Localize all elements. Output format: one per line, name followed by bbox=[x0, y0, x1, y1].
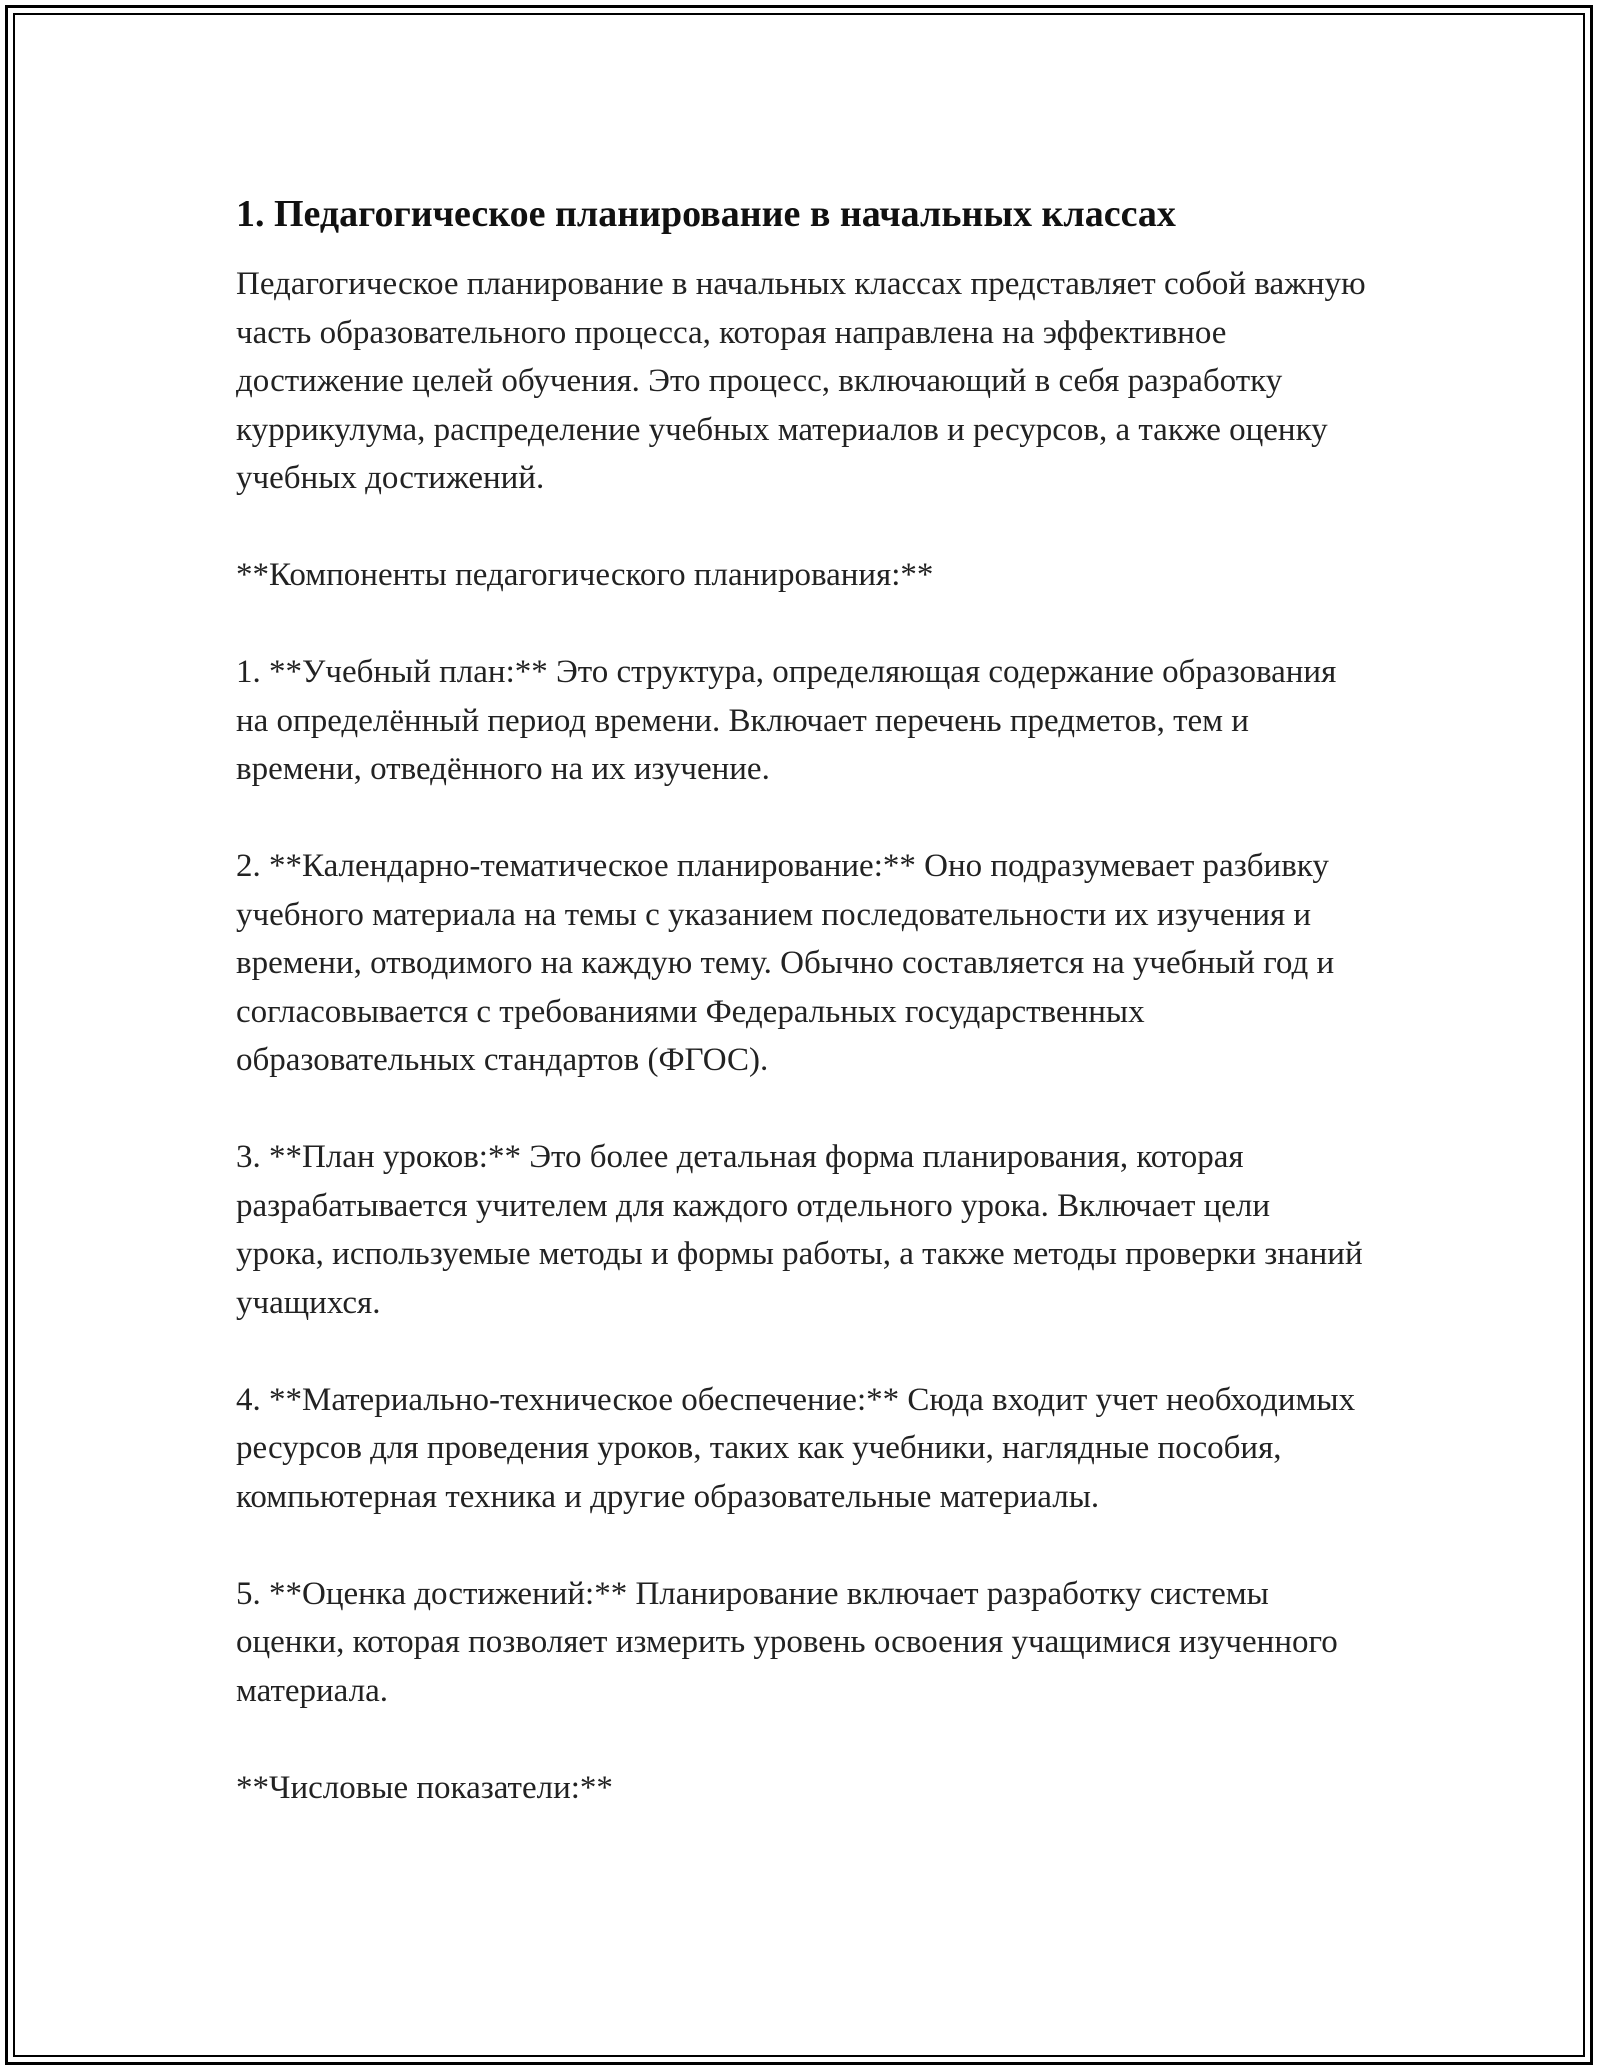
numeric-indicators-subheading: **Числовые показатели:** bbox=[236, 1769, 613, 1806]
section-heading: 1. Педагогическое планирование в начальных классах bbox=[236, 193, 1176, 235]
components-subheading: **Компоненты педагогического планирования:** bbox=[236, 557, 934, 593]
list-item-lesson-plan: 3. **План уроков:** Это более детальная форма планирования, которая разрабатывается учителем для каждого отдельного урока. Включает цели урока, используемые методы и формы работы, а также методы проверки знаний учащихся. bbox=[236, 1139, 1363, 1321]
list-item-material-support: 4. **Материально-техническое обеспечение:** Сюда входит учет необходимых ресурсов для проведения уроков, таких как учебники, наглядные пособия, компьютерная техника и другие образовательные материалы. bbox=[236, 1381, 1356, 1515]
list-item-curriculum: 1. **Учебный план:** Это структура, определяющая содержание образования на определённый период времени. Включает перечень предметов, тем и времени, отведённого на их изучение. bbox=[236, 654, 1337, 787]
list-item-calendar-planning: 2. **Календарно-тематическое планирование:** Оно подразумевает разбивку учебного материала на темы с указанием последовательности их изучения и времени, отводимого на каждую тему. Обычно составляется на учебный год и согласовывается с требованиями Федеральных государственных образовательных стандартов (ФГОС). bbox=[236, 848, 1335, 1078]
list-item-assessment: 5. **Оценка достижений:** Планирование включает разработку системы оценки, которая позволяет измерить уровень освоения учащимися изученного материала. bbox=[236, 1575, 1338, 1709]
intro-paragraph: Педагогическое планирование в начальных классах представляет собой важную часть образовательного процесса, которая направлена на эффективное достижение целей обучения. Это процесс, включающий в себя разработку куррикулума, распределение учебных материалов и ресурсов, а также оценку учебных достижений. bbox=[236, 266, 1366, 496]
document-body bbox=[236, 188, 1366, 1861]
